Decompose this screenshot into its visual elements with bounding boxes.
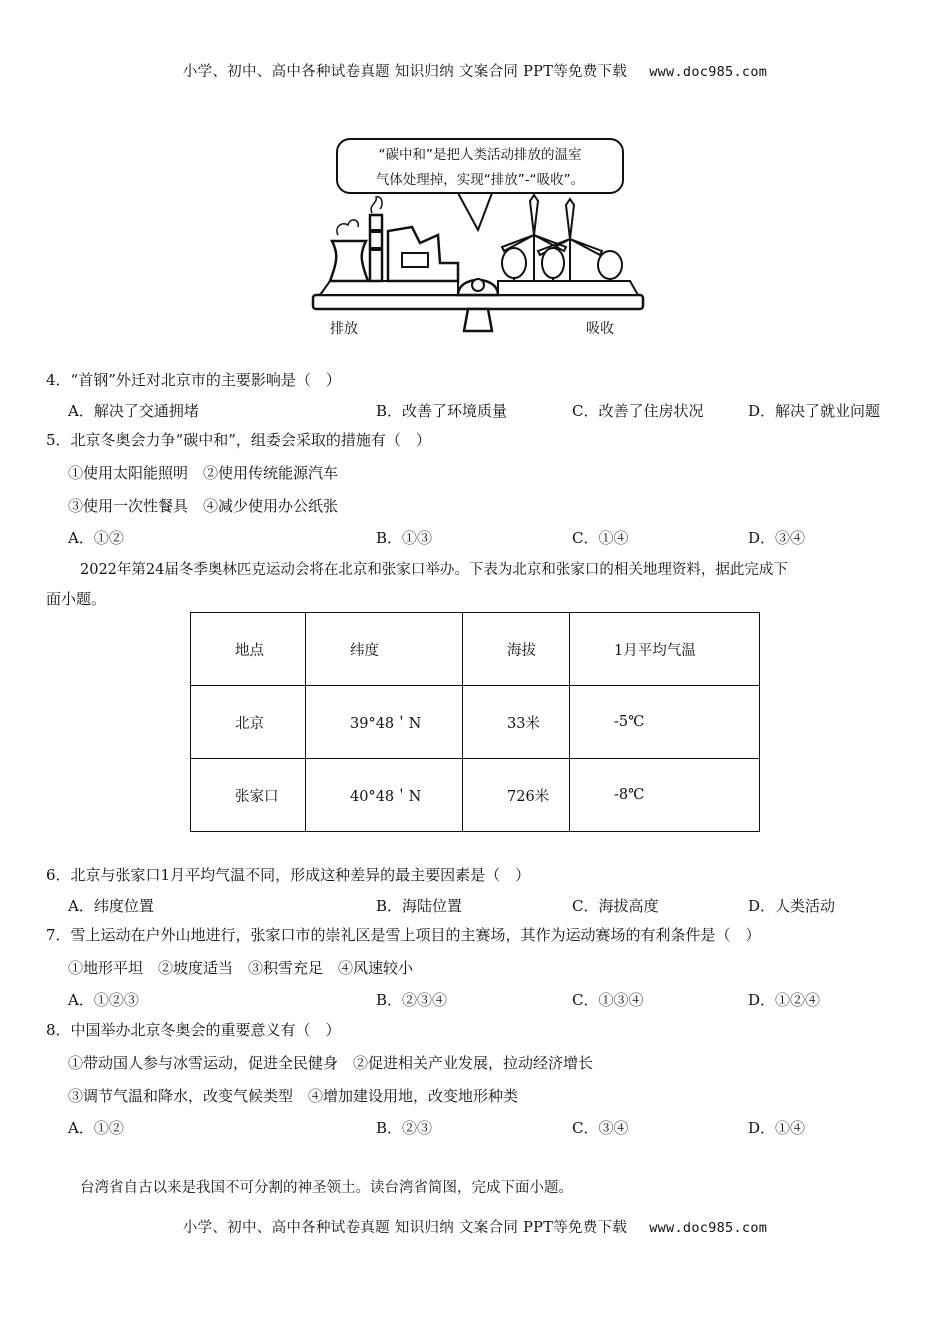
q4-option-b: B．改善了环境质量 — [376, 402, 508, 420]
table-cell: 39°48＇N — [306, 686, 463, 759]
footer-text: 小学、初中、高中各种试卷真题 知识归纳 文案合同 PPT等免费下载 — [182, 1220, 628, 1236]
carbon-neutral-figure — [308, 135, 648, 340]
table-header-cell: 纬度 — [306, 613, 463, 686]
table-cell: 33米 — [463, 686, 570, 759]
bubble-line-2: 气体处理掉，实现“排放”-“吸收”。 — [375, 172, 585, 188]
q8-option-a: A．①② — [68, 1119, 124, 1137]
q6-option-d: D．人类活动 — [748, 897, 836, 915]
q5-items-line-1: ①使用太阳能照明 ②使用传统能源汽车 — [68, 464, 339, 482]
question-7-stem: 7．雪上运动在户外山地进行，张家口市的崇礼区是雪上项目的主赛场，其作为运动赛场的有利条件是（ ） — [46, 926, 761, 944]
q8-option-b: B．②③ — [376, 1119, 433, 1137]
header-url[interactable]: www.doc985.com — [649, 64, 768, 80]
table-cell: 726米 — [463, 759, 570, 832]
table-header-row — [191, 613, 760, 686]
table-row — [191, 759, 760, 832]
question-8-stem: 8．中国举办北京冬奥会的重要意义有（ ） — [46, 1021, 341, 1039]
q5-option-c: C．①④ — [572, 529, 629, 547]
q7-option-b: B．②③④ — [376, 991, 448, 1009]
q8-items-line-1: ①带动国人参与冰雪运动，促进全民健身 ②促进相关产业发展，拉动经济增长 — [68, 1054, 594, 1072]
q7-option-a: A．①②③ — [68, 991, 139, 1009]
q7-option-c: C．①③④ — [572, 991, 644, 1009]
q8-items-line-2: ③调节气温和降水，改变气候类型 ④增加建设用地，改变地形种类 — [68, 1087, 519, 1105]
table-header-cell: 海拔 — [463, 613, 570, 686]
table-header-cell: 1月平均气温 — [570, 613, 760, 686]
bubble-line-1: “碳中和”是把人类活动排放的温室 — [378, 147, 582, 163]
q5-items-line-2: ③使用一次性餐具 ④减少使用办公纸张 — [68, 497, 339, 515]
q6-option-c: C．海拔高度 — [572, 897, 659, 915]
table-cell: 北京 — [191, 686, 306, 759]
q5-option-a: A．①② — [68, 529, 124, 547]
q4-option-a: A．解决了交通拥堵 — [68, 402, 199, 420]
q4-option-c: C．改善了住房状况 — [572, 402, 704, 420]
page-footer — [0, 1216, 950, 1237]
table-cell: -8℃ — [570, 759, 760, 832]
question-5-stem: 5．北京冬奥会力争“碳中和”，组委会采取的措施有（ ） — [46, 431, 431, 449]
taiwan-passage-intro: 台湾省自古以来是我国不可分割的神圣领土。读台湾省简图，完成下面小题。 — [80, 1180, 573, 1196]
q7-option-d: D．①②④ — [748, 991, 821, 1009]
q8-option-d: D．①④ — [748, 1119, 806, 1137]
geography-table — [190, 612, 760, 832]
speech-bubble — [336, 138, 624, 194]
table-row — [191, 686, 760, 759]
table-cell: 40°48＇N — [306, 759, 463, 832]
q8-option-c: C．③④ — [572, 1119, 629, 1137]
page-header — [0, 60, 950, 81]
passage-intro-line-1: 2022年第24届冬季奥林匹克运动会将在北京和张家口举办。下表为北京和张家口的相关地理资料，据此完成下 — [80, 562, 788, 578]
table-header-cell: 地点 — [191, 613, 306, 686]
question-4-stem: 4．“首钢”外迁对北京市的主要影响是（ ） — [46, 371, 341, 389]
q6-option-a: A．纬度位置 — [68, 897, 154, 915]
emission-label: 排放 — [330, 321, 358, 337]
q4-option-d: D．解决了就业问题 — [748, 402, 881, 420]
q5-option-d: D．③④ — [748, 529, 806, 547]
table-cell: -5℃ — [570, 686, 760, 759]
table-cell: 张家口 — [191, 759, 306, 832]
q5-option-b: B．①③ — [376, 529, 433, 547]
q7-items: ①地形平坦 ②坡度适当 ③积雪充足 ④风速较小 — [68, 959, 414, 977]
question-6-stem: 6．北京与张家口1月平均气温不同，形成这种差异的最主要因素是（ ） — [46, 866, 531, 884]
passage-intro-line-2: 面小题。 — [46, 590, 107, 608]
absorption-label: 吸收 — [586, 321, 614, 337]
header-text: 小学、初中、高中各种试卷真题 知识归纳 文案合同 PPT等免费下载 — [182, 64, 628, 80]
footer-url[interactable]: www.doc985.com — [649, 1220, 768, 1236]
q6-option-b: B．海陆位置 — [376, 897, 463, 915]
